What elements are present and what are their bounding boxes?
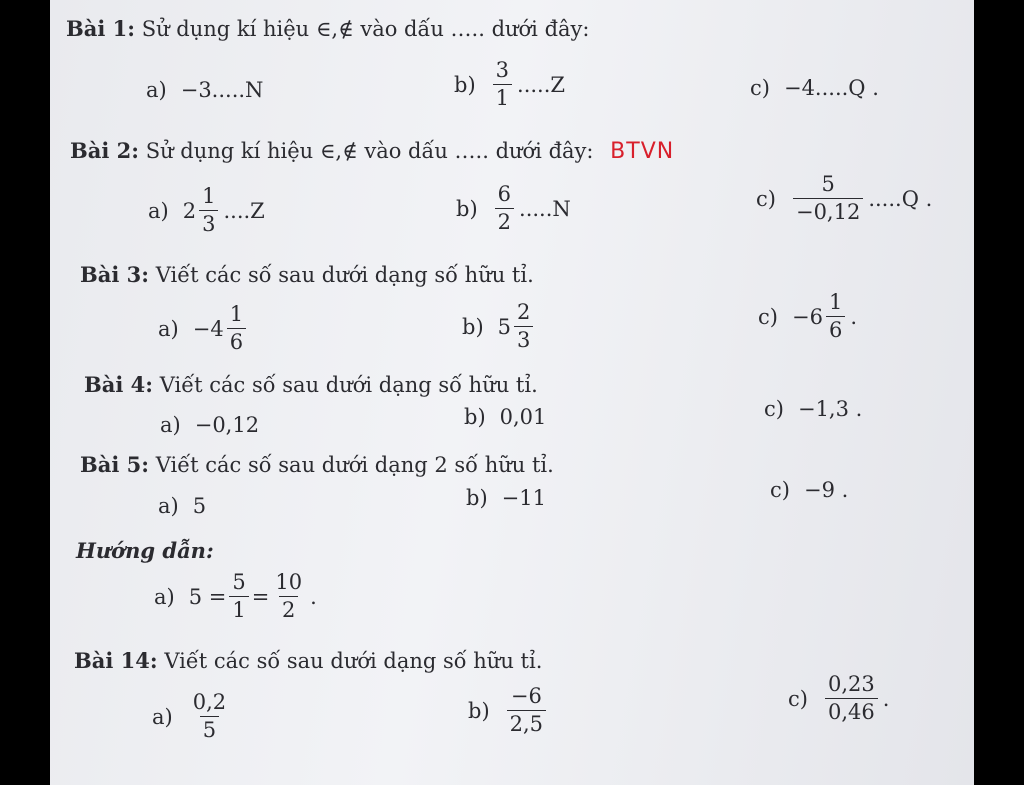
fraction-denominator: 5 bbox=[200, 716, 219, 741]
exercise-14-item-b bbox=[468, 686, 551, 735]
exercise-2-heading bbox=[70, 138, 674, 164]
exercise-1-text: Sử dụng kí hiệu ∈,∉ vào dấu ….. dưới đây: bbox=[141, 17, 590, 41]
item-label: b) bbox=[456, 196, 478, 221]
exercise-4-text: Viết các số sau dưới dạng số hữu tỉ. bbox=[159, 373, 538, 397]
fraction-numerator: 0,2 bbox=[192, 690, 227, 714]
fraction-denominator: 1 bbox=[493, 84, 512, 109]
mixed-whole: −4 bbox=[192, 316, 224, 341]
fraction bbox=[493, 60, 512, 109]
guide-lhs: 5 = bbox=[188, 584, 227, 609]
item-expression: −1,3 . bbox=[797, 397, 863, 421]
fraction-denominator: 2 bbox=[279, 596, 298, 621]
mixed-number bbox=[792, 292, 848, 341]
item-expression: 0,01 bbox=[499, 405, 547, 429]
item-label: b) bbox=[462, 314, 484, 339]
fraction bbox=[190, 692, 229, 741]
exercise-3-item-b bbox=[462, 302, 538, 351]
item-expression: 5 bbox=[192, 494, 207, 518]
item-label: a) bbox=[148, 198, 169, 223]
fraction-denominator: −0,12 bbox=[793, 198, 863, 223]
exercise-3-item-a bbox=[158, 304, 251, 353]
fraction-numerator: 5 bbox=[821, 172, 835, 196]
exercise-5-item-c bbox=[770, 478, 848, 502]
exercise-4-heading bbox=[84, 372, 538, 397]
equals-sign: = bbox=[251, 584, 270, 609]
exercise-5-title: Bài 5: bbox=[80, 452, 150, 477]
fraction bbox=[793, 174, 863, 223]
exercise-1-heading bbox=[66, 16, 589, 41]
item-label: b) bbox=[454, 72, 476, 97]
exercise-1-item-b bbox=[454, 60, 565, 109]
fraction bbox=[495, 184, 514, 233]
guide-item-a bbox=[154, 572, 317, 621]
exercise-1-title: Bài 1: bbox=[66, 16, 136, 41]
item-label: a) bbox=[154, 584, 175, 609]
fraction bbox=[229, 572, 248, 621]
fraction-denominator: 3 bbox=[199, 210, 218, 235]
exercise-2-text: Sử dụng kí hiệu ∈,∉ vào dấu ….. dưới đây: bbox=[145, 139, 594, 163]
exercise-14-item-a bbox=[152, 692, 234, 741]
item-expression: −3.....N bbox=[180, 78, 264, 102]
item-label: c) bbox=[788, 686, 808, 711]
fraction-denominator: 3 bbox=[514, 326, 533, 351]
item-tail: . bbox=[882, 686, 890, 711]
item-tail: .....Q . bbox=[868, 186, 933, 211]
exercise-5-item-a bbox=[158, 494, 206, 518]
fraction bbox=[825, 674, 878, 723]
item-label: a) bbox=[158, 494, 179, 518]
mixed-whole: −6 bbox=[791, 304, 823, 329]
fraction-numerator: 6 bbox=[497, 182, 512, 206]
fraction-denominator: 2 bbox=[495, 208, 514, 233]
item-label: a) bbox=[160, 413, 181, 437]
worksheet-page bbox=[50, 0, 974, 785]
item-label: c) bbox=[770, 478, 790, 502]
fraction bbox=[199, 186, 218, 235]
exercise-5-text: Viết các số sau dưới dạng 2 số hữu tỉ. bbox=[155, 453, 554, 477]
mixed-number bbox=[193, 304, 249, 353]
item-expression: −9 . bbox=[803, 478, 849, 502]
fraction bbox=[227, 304, 246, 353]
handwritten-note: BTVN bbox=[610, 139, 675, 164]
exercise-1-item-a bbox=[146, 78, 263, 102]
item-label: b) bbox=[468, 698, 490, 723]
fraction-numerator: −6 bbox=[510, 684, 542, 708]
fraction-denominator: 1 bbox=[229, 596, 248, 621]
item-label: c) bbox=[756, 186, 776, 211]
fraction-denominator: 6 bbox=[826, 316, 845, 341]
exercise-5-heading bbox=[80, 452, 554, 477]
item-label: c) bbox=[758, 304, 778, 329]
fraction-numerator: 2 bbox=[517, 300, 531, 324]
mixed-whole: 5 bbox=[497, 314, 512, 339]
exercise-14-item-c bbox=[788, 674, 889, 723]
fraction bbox=[507, 686, 546, 735]
item-expression: −11 bbox=[501, 486, 546, 510]
fraction-denominator: 2,5 bbox=[507, 710, 546, 735]
exercise-3-heading bbox=[80, 262, 534, 287]
guide-heading: Hướng dẫn: bbox=[76, 538, 214, 563]
item-tail: .....N bbox=[519, 196, 571, 221]
item-tail: .....Z bbox=[517, 72, 565, 97]
item-label: b) bbox=[464, 405, 486, 429]
exercise-4-item-b bbox=[464, 405, 546, 429]
item-tail: ....Z bbox=[223, 198, 265, 223]
item-tail: . bbox=[850, 304, 857, 329]
exercise-14-text: Viết các số sau dưới dạng số hữu tỉ. bbox=[164, 649, 543, 673]
fraction-numerator: 3 bbox=[495, 58, 510, 82]
exercise-2-title: Bài 2: bbox=[70, 138, 140, 163]
item-expression: −0,12 bbox=[194, 413, 260, 437]
exercise-2-item-a bbox=[148, 186, 265, 235]
item-label: a) bbox=[152, 704, 173, 729]
exercise-5-item-b bbox=[466, 486, 546, 510]
fraction-denominator: 6 bbox=[227, 328, 246, 353]
fraction-numerator: 1 bbox=[828, 290, 843, 314]
fraction-numerator: 0,23 bbox=[827, 672, 875, 696]
fraction bbox=[826, 292, 845, 341]
fraction bbox=[514, 302, 533, 351]
fraction-denominator: 0,46 bbox=[825, 698, 878, 723]
fraction-numerator: 5 bbox=[232, 570, 246, 594]
exercise-4-title: Bài 4: bbox=[84, 372, 154, 397]
exercise-3-text: Viết các số sau dưới dạng số hữu tỉ. bbox=[155, 263, 534, 287]
item-label: c) bbox=[750, 76, 770, 100]
exercise-4-item-c bbox=[764, 397, 862, 421]
fraction bbox=[272, 572, 305, 621]
fraction-numerator: 1 bbox=[202, 184, 216, 208]
mixed-number bbox=[183, 186, 222, 235]
item-tail: . bbox=[310, 584, 317, 609]
mixed-number bbox=[498, 302, 537, 351]
exercise-2-item-b bbox=[456, 184, 571, 233]
exercise-4-item-a bbox=[160, 413, 259, 437]
mixed-whole: 2 bbox=[182, 198, 197, 223]
exercise-3-title: Bài 3: bbox=[80, 262, 150, 287]
item-expression: −4.....Q . bbox=[783, 76, 879, 100]
fraction-numerator: 10 bbox=[275, 570, 303, 594]
exercise-1-item-c bbox=[750, 76, 879, 100]
exercise-3-item-c bbox=[758, 292, 857, 341]
exercise-14-title: Bài 14: bbox=[74, 648, 158, 673]
exercise-2-item-c bbox=[756, 174, 932, 223]
item-label: a) bbox=[158, 316, 179, 341]
item-label: c) bbox=[764, 397, 784, 421]
exercise-14-heading bbox=[74, 648, 542, 673]
item-label: b) bbox=[466, 486, 488, 510]
fraction-numerator: 1 bbox=[229, 302, 244, 326]
item-label: a) bbox=[146, 78, 167, 102]
